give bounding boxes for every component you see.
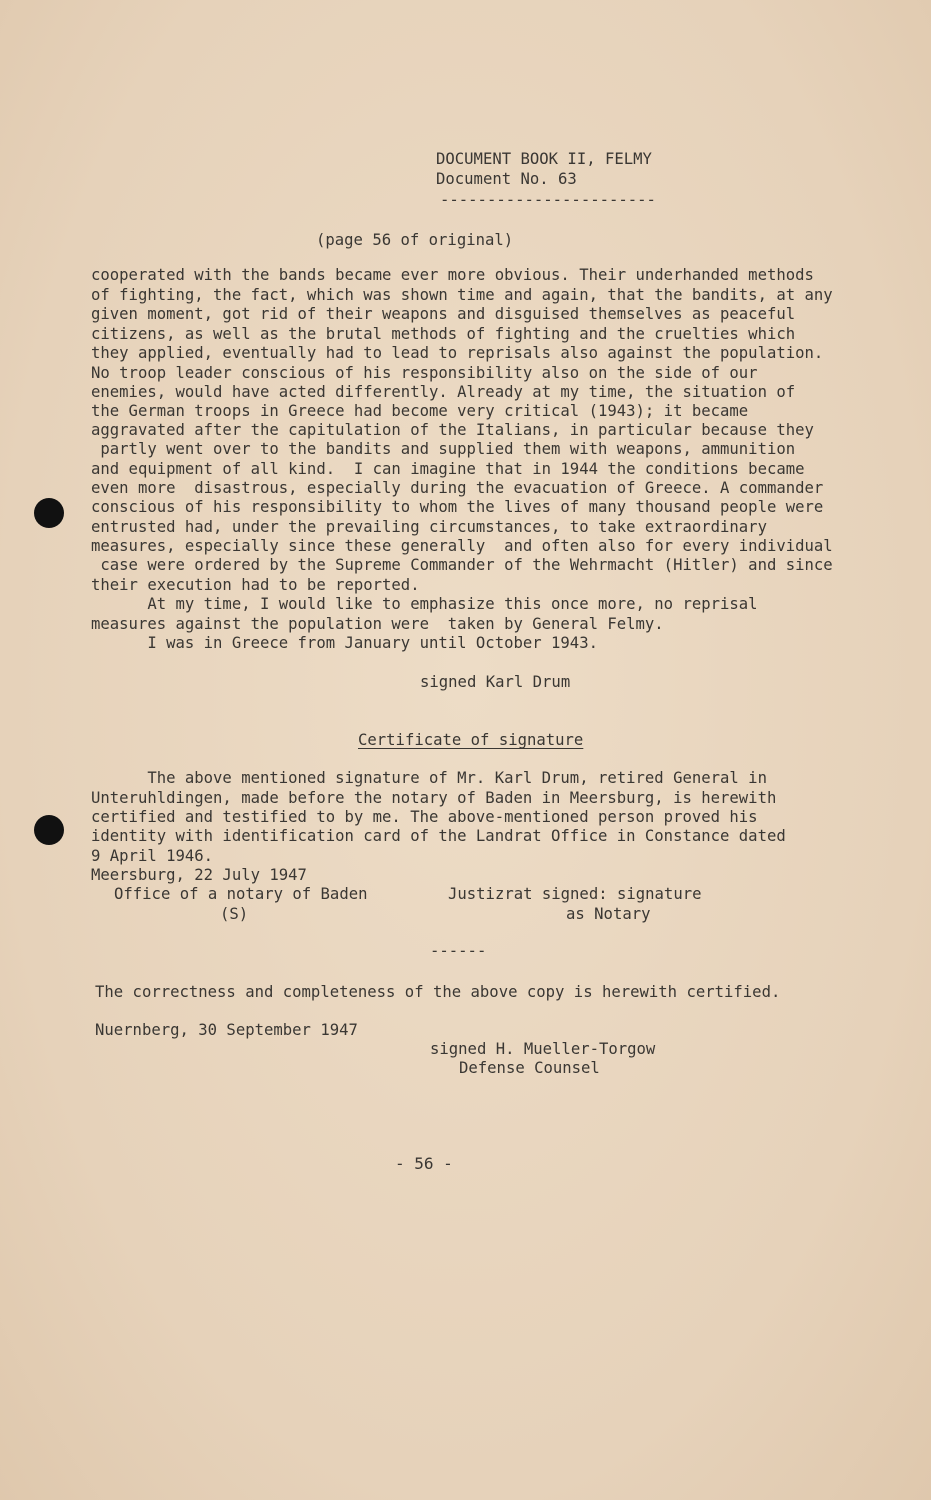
body-line: the German troops in Greece had become very critical (1943); it became bbox=[91, 402, 749, 420]
separator: ------ bbox=[430, 942, 487, 960]
certificate-line: certified and testified to by me. The above-mentioned person proved his bbox=[91, 808, 758, 826]
body-line: their execution had to be reported. bbox=[91, 576, 420, 594]
body-line: even more disastrous, especially during the evacuation of Greece. A commander bbox=[91, 479, 824, 497]
body-line: I was in Greece from January until October 1943. bbox=[91, 634, 598, 652]
seal-mark: (S) bbox=[220, 905, 249, 923]
body-line: aggravated after the capitulation of the Italians, in particular because they bbox=[91, 421, 814, 439]
body-line: citizens, as well as the brutal methods of fighting and the cruelties which bbox=[91, 325, 796, 343]
body-line: and equipment of all kind. I can imagine that in 1944 the conditions became bbox=[91, 460, 805, 478]
certificate-line: Unteruhldingen, made before the notary of Baden in Meersburg, is herewith bbox=[91, 789, 777, 807]
body-line: case were ordered by the Supreme Commander of the Wehrmacht (Hitler) and since bbox=[91, 556, 833, 574]
certificate-line: 9 April 1946. bbox=[91, 847, 214, 865]
body-line: of fighting, the fact, which was shown time and again, that the bandits, at any bbox=[91, 286, 833, 304]
body-line: measures against the population were taken by General Felmy. bbox=[91, 615, 664, 633]
page-number: - 56 - bbox=[395, 1154, 453, 1173]
counsel-signature: signed H. Mueller-Torgow bbox=[430, 1040, 656, 1058]
notary-office: Office of a notary of Baden bbox=[114, 885, 368, 903]
certificate-line: Meersburg, 22 July 1947 bbox=[91, 866, 307, 884]
body-line: they applied, eventually had to lead to reprisals also against the population. bbox=[91, 344, 824, 362]
certificate-line: The above mentioned signature of Mr. Karl Drum, retired General in bbox=[91, 769, 767, 787]
punch-hole bbox=[34, 815, 64, 845]
punch-hole bbox=[34, 498, 64, 528]
body-line: conscious of his responsibility to whom the lives of many thousand people were bbox=[91, 498, 824, 516]
notary-title: as Notary bbox=[566, 905, 651, 923]
body-line: given moment, got rid of their weapons and disguised themselves as peaceful bbox=[91, 305, 796, 323]
correctness-statement: The correctness and completeness of the above copy is herewith certified. bbox=[95, 983, 781, 1001]
body-line: cooperated with the bands became ever more obvious. Their underhanded methods bbox=[91, 266, 814, 284]
document-number: Document No. 63 bbox=[436, 170, 577, 188]
body-line: enemies, would have acted differently. Already at my time, the situation of bbox=[91, 383, 796, 401]
body-line: At my time, I would like to emphasize this once more, no reprisal bbox=[91, 595, 758, 613]
place-date: Nuernberg, 30 September 1947 bbox=[95, 1021, 358, 1039]
notary-signature: Justizrat signed: signature bbox=[448, 885, 702, 903]
body-line: entrusted had, under the prevailing circumstances, to take extraordinary bbox=[91, 518, 767, 536]
body-line: partly went over to the bandits and supplied them with weapons, ammunition bbox=[91, 440, 796, 458]
certificate-title: Certificate of signature bbox=[358, 731, 584, 749]
signature-line: signed Karl Drum bbox=[420, 673, 571, 691]
page-reference: (page 56 of original) bbox=[316, 231, 514, 249]
body-line: No troop leader conscious of his responsibility also on the side of our bbox=[91, 364, 758, 382]
header-rule: ----------------------- bbox=[440, 191, 656, 209]
document-book-title: DOCUMENT BOOK II, FELMY bbox=[436, 150, 652, 168]
certificate-line: identity with identification card of the Landrat Office in Constance dated bbox=[91, 827, 786, 845]
body-line: measures, especially since these generally and often also for every individual bbox=[91, 537, 833, 555]
counsel-title: Defense Counsel bbox=[459, 1059, 600, 1077]
